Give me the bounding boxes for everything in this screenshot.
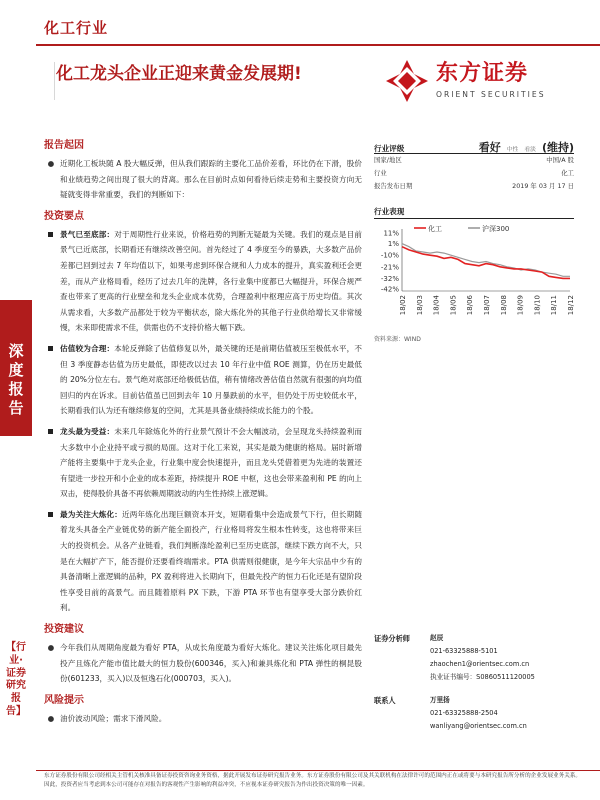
x-tick-label: 18/02 <box>399 295 407 316</box>
title-divider <box>54 62 55 100</box>
rating-label: 行业评级 <box>374 144 405 153</box>
legend-label: 沪深300 <box>482 225 510 233</box>
y-tick-label: -21% <box>380 263 399 272</box>
y-tick-label: -10% <box>380 251 399 260</box>
series-line-1 <box>402 244 570 277</box>
bullet-icon: ● <box>47 643 55 653</box>
info-value: 2019 年 03 月 17 日 <box>512 182 574 190</box>
contact-detail: 021-63325888-2504 <box>430 709 498 717</box>
contact-row <box>374 694 574 707</box>
paragraph-lead: 估值较为合理： <box>60 343 115 353</box>
x-tick-label: 18/05 <box>449 295 458 316</box>
contact-name: 万里扬 <box>430 696 450 704</box>
paragraph <box>44 341 362 419</box>
info-key: 国家/地区 <box>374 156 402 164</box>
paragraph <box>44 156 362 203</box>
spacer <box>374 658 430 671</box>
info-key: 行业 <box>374 169 387 177</box>
x-tick-label: 18/11 <box>550 295 559 316</box>
rating-scale-low: 看淡 <box>524 147 536 153</box>
square-bullet-icon <box>48 346 53 351</box>
report-title: 化工龙头企业正迎来黄金发展期! <box>56 64 302 84</box>
paragraph-lead: 最为关注大炼化： <box>60 509 122 519</box>
analyst-detail: 执业证书编号：S0860511120005 <box>430 673 535 681</box>
logo-mark-icon <box>384 58 430 104</box>
rating-panel <box>374 138 574 346</box>
x-tick-label: 18/12 <box>567 295 575 316</box>
section-heading: 报告起因 <box>44 140 84 151</box>
legend-label: 化工 <box>428 225 442 233</box>
contact-detail-row <box>374 707 574 720</box>
report-category-label: 【行业·证券研究报告】 <box>6 642 26 717</box>
report-type-label: 深度报告 <box>8 342 24 417</box>
paragraph-text: 对于周期性行业来说，价格趋势的判断无疑最为关键。我们的观点是目前景气已近底部，长期看还有继续改善空间。首先经过了 4 季度至今的暴跌，大多数产品价差都已回到过去 7 年均值以下，如果考虑到环保合规和人力成本的提升，真实盈利还会更差，而从产业格局看，经历了过去几年的洗牌，各行业集中度都已大幅提升，环保合规严查也带来了更高的行业壁垒和龙头企业成本优势，合理盈利中枢理应高于历史均值。其次从需求看，大多数产品都处于较为平衡状态，除大炼化外的其他子行业供给增长又非常缓慢，未来即使需求不佳，供需也仍不支持价格大幅下跌。 <box>60 229 362 333</box>
y-tick-label: -42% <box>380 285 399 294</box>
spacer <box>374 671 430 684</box>
paragraph <box>44 507 362 616</box>
y-tick-label: 11% <box>383 229 399 238</box>
x-tick-label: 18/10 <box>533 295 542 316</box>
paragraph-text: 近期化工板块随 A 股大幅反弹，但从我们跟踪的主要化工品价差看，环比仍在下滑，股价和业绩趋势之间出现了很大的背离。那么在目前时点如何看待后续走势和主要投资方向无疑就变得非常重要，我们的判断如下： <box>60 159 362 200</box>
y-tick-label: -32% <box>380 274 399 283</box>
paragraph-text: 未来几年除炼化外的行业景气预计不会大幅波动，会呈现龙头持续盈利而大多数中小企业持平或亏损的局面。这对于化工来说，其实是最为健康的格局。届时新增产能将主要集中于龙头企业，行业集中度会快速提升，而且龙头凭借着更为先进的装置还有望进一步拉开和小企业的成本差距，持续提升 ROE 中枢，这也会带来盈利和 PE 的向上双击，使得股价具备不再依赖周期波动的内生性持续上涨逻辑。 <box>60 426 362 499</box>
paragraph-text: 本轮反弹除了估值修复以外，最关键的还是前期估值被压至极低水平，不但 3 季度静态估值为历史最低，即使改以过去 10 年行业中值 ROE 测算，仍在历史最低的 20%分位左右。景气绝对底部还给极低估值，稍有情绪改善估值自然就有很强的向均值回归的内在诉求。目前估值虽已回到去年 10 月暴跌前的水平，但仍处于历史较低水平，长期看我们认为还有继续修复的空间，尤其是具备业绩持续成长能力的个股。 <box>60 343 362 416</box>
spacer <box>374 720 430 733</box>
x-tick-label: 18/03 <box>415 295 424 316</box>
paragraph <box>44 424 362 502</box>
analyst-name: 赵辰 <box>430 634 444 642</box>
x-tick-label: 18/04 <box>432 295 441 316</box>
paragraph-lead: 龙头最为受益： <box>60 426 115 436</box>
paragraph <box>44 640 362 687</box>
spacer <box>374 684 574 694</box>
bullet-icon: ● <box>47 159 55 168</box>
paragraph <box>44 227 362 336</box>
x-tick-label: 18/06 <box>466 295 475 316</box>
contact-detail-row <box>374 720 574 733</box>
rating-row <box>374 138 574 154</box>
industry-performance-chart <box>374 223 574 333</box>
square-bullet-icon <box>48 232 53 237</box>
chart-source: 资料来源：WIND <box>374 336 421 343</box>
report-type-banner <box>0 300 32 436</box>
info-row <box>374 167 574 180</box>
performance-heading: 行业表现 <box>374 205 574 219</box>
footer-rule <box>36 770 600 771</box>
header-rule <box>36 44 600 46</box>
info-value: 化工 <box>561 169 574 177</box>
analyst-detail: zhaochen1@orientsec.com.cn <box>430 660 530 668</box>
company-logo <box>384 58 574 106</box>
info-key: 报告发布日期 <box>374 182 413 190</box>
analyst-detail-row <box>374 671 574 684</box>
paragraph-lead: 景气已至底部： <box>60 229 115 239</box>
info-row <box>374 180 574 193</box>
section-heading: 投资要点 <box>44 210 84 222</box>
analyst-label: 证券分析师 <box>374 634 410 643</box>
analyst-detail: 021-63325888-5101 <box>430 647 498 655</box>
rating-value: 看好 <box>478 141 501 154</box>
paragraph-text: 近两年炼化出现巨额资本开支，短期看集中会造成景气下行，但长期随着龙头具备全产业链优势的新产能全面投产，行业格局将发生根本性转变，这也将带来巨大的投资机会。从各产业链看，我们判断涤纶盈利已至历史底部，继续下跌方向不大，只是在大幅扩产下，能否提价还要看终端需求。PTA 供需则很健康，是今年大宗品中少有的具备清晰上涨逻辑的品种，PX 盈利将进入长期向下，但最先投产的恒力石化还是有望阶段性享受目前的高景气。而且随着原料 PX 下跌，下游 PTA 环节也有望享受大部分跌价红利。 <box>60 509 363 613</box>
section-heading: 投资建议 <box>44 624 84 636</box>
y-tick-label: 1% <box>387 240 399 249</box>
info-value: 中国/A 股 <box>546 156 574 164</box>
paragraph <box>44 711 362 727</box>
logo-text-cn: 东方证券 <box>436 61 529 86</box>
x-tick-label: 18/07 <box>483 295 491 316</box>
paragraph-text: 油价波动风险；需求下滑风险。 <box>60 713 167 723</box>
section-heading: 风险提示 <box>44 694 84 706</box>
header-section: 化工行业 <box>44 19 109 37</box>
contact-label: 联系人 <box>374 696 396 705</box>
report-body <box>44 138 362 731</box>
paragraph-text: 今年我们从周期角度最为看好 PTA，从成长角度最为看好大炼化。建议关注炼化项目最先投产且炼化产能市值比最大的恒力股份(600346，买入)和兼具炼化和 PTA 弹性的桐昆股份(601233，买入)以及恒逸石化(000703，买入)。 <box>60 643 362 684</box>
analyst-row <box>374 632 574 645</box>
contact-detail: wanliyang@orientsec.com.cn <box>430 722 527 730</box>
series-line-0 <box>402 247 570 279</box>
analyst-detail-row <box>374 645 574 658</box>
disclaimer-footer: 东方证券股份有限公司经相关主管机关核准具备证券投资咨询业务资格，据此开展发布证券研究报告业务。东方证券股份有限公司及其关联机构在法律许可的范围内正在或将要与本研究报告所分析的企业发展业务关系。因此，投资者应当考虑到本公司可能存在对报告的客观性产生影响的利益冲突，不应视本证券研究报告为作出投资决策的唯一因素。 <box>44 773 582 788</box>
square-bullet-icon <box>48 429 53 434</box>
square-bullet-icon <box>48 512 53 517</box>
rating-scale-mid: 中性 <box>506 147 519 153</box>
x-tick-label: 18/08 <box>499 295 508 316</box>
bullet-icon: ● <box>47 713 55 723</box>
x-tick-label: 18/09 <box>516 295 525 316</box>
rating-action: (维持) <box>541 141 574 154</box>
analyst-panel <box>374 632 574 733</box>
spacer <box>374 645 430 658</box>
spacer <box>374 707 430 720</box>
logo-text-en: ORIENT SECURITIES <box>436 90 546 99</box>
chart-svg <box>374 223 574 333</box>
analyst-detail-row <box>374 658 574 671</box>
